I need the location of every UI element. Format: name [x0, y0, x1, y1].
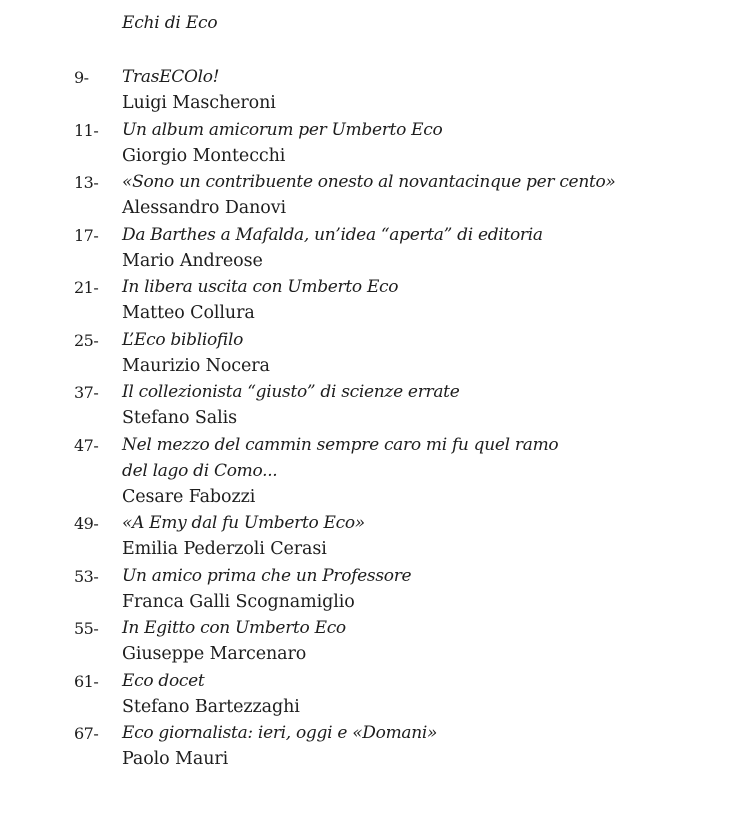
toc-entry: [0, 668, 735, 721]
entry-title: TrasECOlo!: [122, 67, 220, 87]
entry-title: In libera uscita con Umberto Eco: [122, 277, 399, 297]
entry-title: «A Emy dal fu Umberto Eco»: [122, 513, 365, 533]
toc-entry: [0, 327, 735, 380]
page-number: 21-: [74, 278, 99, 297]
entry-author: Stefano Salis: [122, 408, 237, 428]
entry-title-continuation: del lago di Como...: [122, 460, 278, 481]
entry-title: L’Eco bibliofilo: [122, 329, 244, 350]
page-number: 11-: [74, 120, 99, 140]
entry-author: Giorgio Montecchi: [122, 145, 286, 166]
entry-author: Mario Andreose: [122, 250, 263, 271]
entry-author: Luigi Mascheroni: [122, 93, 276, 113]
entry-title: «Sono un contribuente onesto al novantacinque per cento»: [122, 172, 616, 192]
toc-entry: [0, 615, 735, 668]
toc-entry: [0, 222, 735, 275]
section-title: Echi di Eco: [122, 13, 218, 33]
entry-author: Matteo Collura: [122, 303, 255, 323]
entry-title: Il collezionista “giusto” di scienze errate: [122, 382, 460, 402]
page-number: 37-: [74, 383, 99, 402]
page-number: 9-: [74, 68, 89, 87]
toc-entry: [0, 64, 735, 117]
page-number: 55-: [74, 619, 99, 638]
entry-author: Franca Galli Scognamiglio: [122, 591, 355, 612]
page-number: 61-: [74, 671, 99, 691]
entry-author: Giuseppe Marcenaro: [122, 644, 307, 664]
toc-entry: [0, 169, 735, 222]
entry-title: In Egitto con Umberto Eco: [122, 618, 346, 638]
page-number: 47-: [74, 435, 99, 455]
toc-entry: [0, 379, 735, 432]
toc-entry: [0, 510, 735, 563]
toc-entry: [0, 117, 735, 170]
page-number: 67-: [74, 724, 99, 743]
page-number: 17-: [74, 225, 99, 245]
entry-title: Da Barthes a Mafalda, un’idea “aperta” di editoria: [122, 224, 543, 245]
entry-title: Un amico prima che un Professore: [122, 565, 412, 586]
entry-title: Un album amicorum per Umberto Eco: [122, 119, 443, 140]
entry-author: Stefano Bartezzaghi: [122, 696, 300, 717]
entry-author: Maurizio Nocera: [122, 355, 270, 376]
page-number: 49-: [74, 514, 99, 533]
entry-title: Nel mezzo del cammin sempre caro mi fu quel ramo: [122, 434, 559, 455]
entry-author: Emilia Pederzoli Cerasi: [122, 539, 327, 559]
entry-author: Paolo Mauri: [122, 749, 229, 769]
toc-entry: [0, 563, 735, 616]
table-of-contents: [0, 64, 735, 773]
toc-entry: [0, 720, 735, 773]
entry-title: Eco docet: [122, 670, 205, 691]
toc-entry: [0, 432, 735, 511]
entry-author: Alessandro Danovi: [122, 198, 286, 218]
page-number: 13-: [74, 173, 99, 192]
page-number: 25-: [74, 330, 99, 350]
page-number: 53-: [74, 566, 99, 586]
toc-entry: [0, 274, 735, 327]
entry-author: Cesare Fabozzi: [122, 486, 256, 507]
entry-title: Eco giornalista: ieri, oggi e «Domani»: [122, 723, 438, 743]
